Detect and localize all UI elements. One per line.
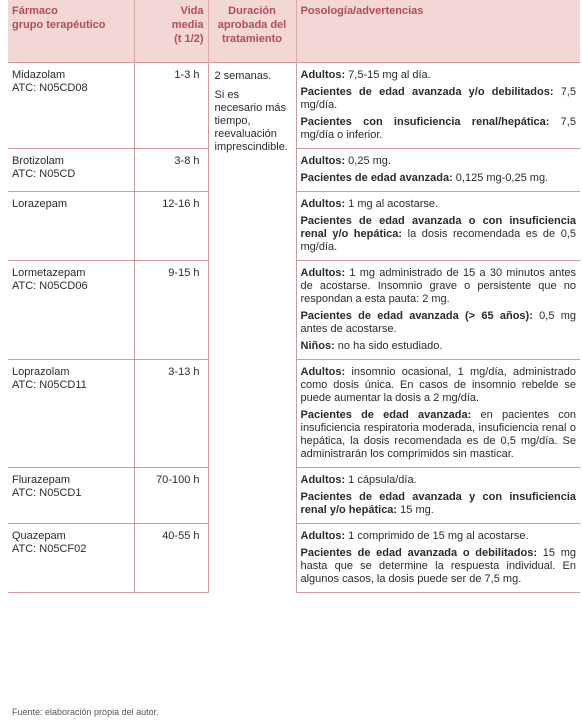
posology-label: Adultos: [300, 530, 346, 542]
posology-entry [301, 155, 577, 168]
posology-label: Pacientes de edad avanzada o debilitados: [300, 547, 537, 559]
posology-label: Adultos: [300, 198, 346, 210]
table-header [8, 0, 580, 63]
posology-label: Adultos: [300, 474, 346, 486]
posology-entry [301, 409, 577, 461]
header-drug-line2: grupo terapéutico [12, 19, 106, 31]
posology-entry [301, 172, 577, 185]
posology-entry [301, 116, 577, 142]
atc-code: ATC: N05CD [12, 168, 76, 180]
atc-code: ATC: N05CD08 [12, 82, 88, 94]
posology-label: Pacientes de edad avanzada: [300, 172, 453, 184]
posology-text: insomnio ocasional, 1 mg/día, administrado como dosis única. En casos de insomnio rebelde se puede aumentar la dosis a 2 mg/día. [300, 366, 576, 404]
atc-code: ATC: N05CF02 [12, 543, 87, 555]
posology-cell [296, 360, 580, 468]
header-drug-line1: Fármaco [12, 5, 58, 17]
drug-cell [8, 468, 134, 524]
posology-text: 1 mg administrado de 15 a 30 minutos antes de acostarse. Insomnio grave o persistente que no respondan a esta pauta: 2 mg. [300, 267, 576, 305]
posology-text: la dosis recomendada es de 0,5 mg/día. [300, 228, 576, 253]
posology-label: Pacientes de edad avanzada (> 65 años): [300, 310, 533, 322]
drug-cell [8, 524, 134, 593]
posology-text: no ha sido estudiado. [334, 340, 443, 352]
table-body [8, 63, 580, 593]
posology-label: Pacientes con insuficiencia renal/hepática: [300, 116, 550, 128]
drug-name: Flurazepam [12, 474, 71, 486]
posology-text: 15 mg hasta que se determine la respuesta individual. En algunos casos, la dosis puede ser de 7,5 mg. [300, 547, 576, 585]
posology-entry [301, 69, 577, 82]
posology-entry [301, 491, 577, 517]
posology-label: Adultos: [300, 155, 346, 167]
table-row [8, 63, 580, 149]
header-drug [8, 0, 134, 63]
posology-entry [301, 340, 577, 353]
drug-name: Midazolam [12, 69, 66, 81]
posology-text: 0,25 mg. [345, 155, 391, 167]
header-duration [208, 0, 296, 63]
header-dur-line1: Duración [228, 5, 276, 17]
drug-name: Quazepam [12, 530, 66, 542]
header-half-line1: Vida [180, 5, 204, 17]
atc-code: ATC: N05CD06 [12, 280, 88, 292]
posology-entry [301, 267, 577, 306]
posology-text: 7,5-15 mg al día. [345, 69, 431, 81]
drug-cell [8, 360, 134, 468]
posology-cell [296, 63, 580, 149]
posology-text: en pacientes con insuficiencia respiratoria moderada, insuficiencia renal o hepática, la dosis recomendada es de 0,5 mg/día. Se administrarán los comprimidos sin masticar. [300, 409, 576, 460]
half-life-cell: 9-15 h [134, 261, 208, 360]
posology-cell [296, 261, 580, 360]
drug-name: Lorazepam [12, 198, 68, 210]
header-dur-line3: tratamiento [222, 33, 282, 45]
posology-label: Adultos: [300, 267, 346, 279]
posology-text: 1 comprimido de 15 mg al acostarse. [345, 530, 529, 542]
posology-text: 7,5 mg/día. [300, 86, 576, 111]
header-half-line3: (t 1/2) [174, 33, 204, 45]
posology-label: Niños: [300, 340, 335, 352]
half-life-cell: 1-3 h [134, 63, 208, 149]
posology-entry [301, 198, 577, 211]
hypnotics-table [8, 0, 580, 593]
duration-note: Si es necesario más tiempo, reevaluación imprescindible. [214, 89, 288, 153]
duration-cell [208, 63, 296, 593]
drug-cell [8, 63, 134, 149]
header-posology: Posología/advertencias [296, 0, 580, 63]
posology-text: 0,125 mg-0,25 mg. [452, 172, 549, 184]
posology-label: Pacientes de edad avanzada: [300, 409, 472, 421]
posology-text: 1 mg al acostarse. [345, 198, 439, 210]
header-half-life [134, 0, 208, 63]
posology-entry [301, 86, 577, 112]
atc-code: ATC: N05CD11 [12, 379, 87, 391]
drug-name: Brotizolam [12, 155, 64, 167]
duration-weeks: 2 semanas. [214, 70, 272, 82]
posology-label: Adultos: [300, 366, 346, 378]
posology-text: 7,5 mg/día o inferior. [300, 116, 576, 141]
posology-entry [301, 530, 577, 543]
half-life-cell: 12-16 h [134, 192, 208, 261]
posology-entry [301, 474, 577, 487]
header-half-line2: media [171, 19, 204, 31]
drug-name: Lormetazepam [12, 267, 86, 279]
posology-text: 15 mg. [397, 504, 434, 516]
drug-cell [8, 149, 134, 192]
half-life-cell: 3-8 h [134, 149, 208, 192]
posology-entry [301, 310, 577, 336]
posology-text: 0,5 mg antes de acostarse. [300, 310, 576, 335]
half-life-cell: 40-55 h [134, 524, 208, 593]
drug-cell [8, 192, 134, 261]
posology-label: Pacientes de edad avanzada o con insuficiencia renal y/o hepática: [300, 215, 576, 240]
half-life-cell: 3-13 h [134, 360, 208, 468]
source-note: Fuente: elaboración propia del autor. [12, 707, 159, 717]
posology-label: Adultos: [300, 69, 346, 81]
posology-entry [301, 366, 577, 405]
posology-cell [296, 149, 580, 192]
posology-text: 1 cápsula/día. [345, 474, 417, 486]
posology-cell [296, 524, 580, 593]
atc-code: ATC: N05CD1 [12, 487, 82, 499]
header-dur-line2: aprobada del [217, 19, 287, 31]
posology-label: Pacientes de edad avanzada y con insuficiencia renal y/o hepática: [300, 491, 576, 516]
drug-cell [8, 261, 134, 360]
drug-name: Loprazolam [12, 366, 70, 378]
posology-entry [301, 215, 577, 254]
posology-cell [296, 468, 580, 524]
posology-entry [301, 547, 577, 586]
posology-label: Pacientes de edad avanzada y/o debilitados: [300, 86, 554, 98]
half-life-cell: 70-100 h [134, 468, 208, 524]
posology-cell [296, 192, 580, 261]
